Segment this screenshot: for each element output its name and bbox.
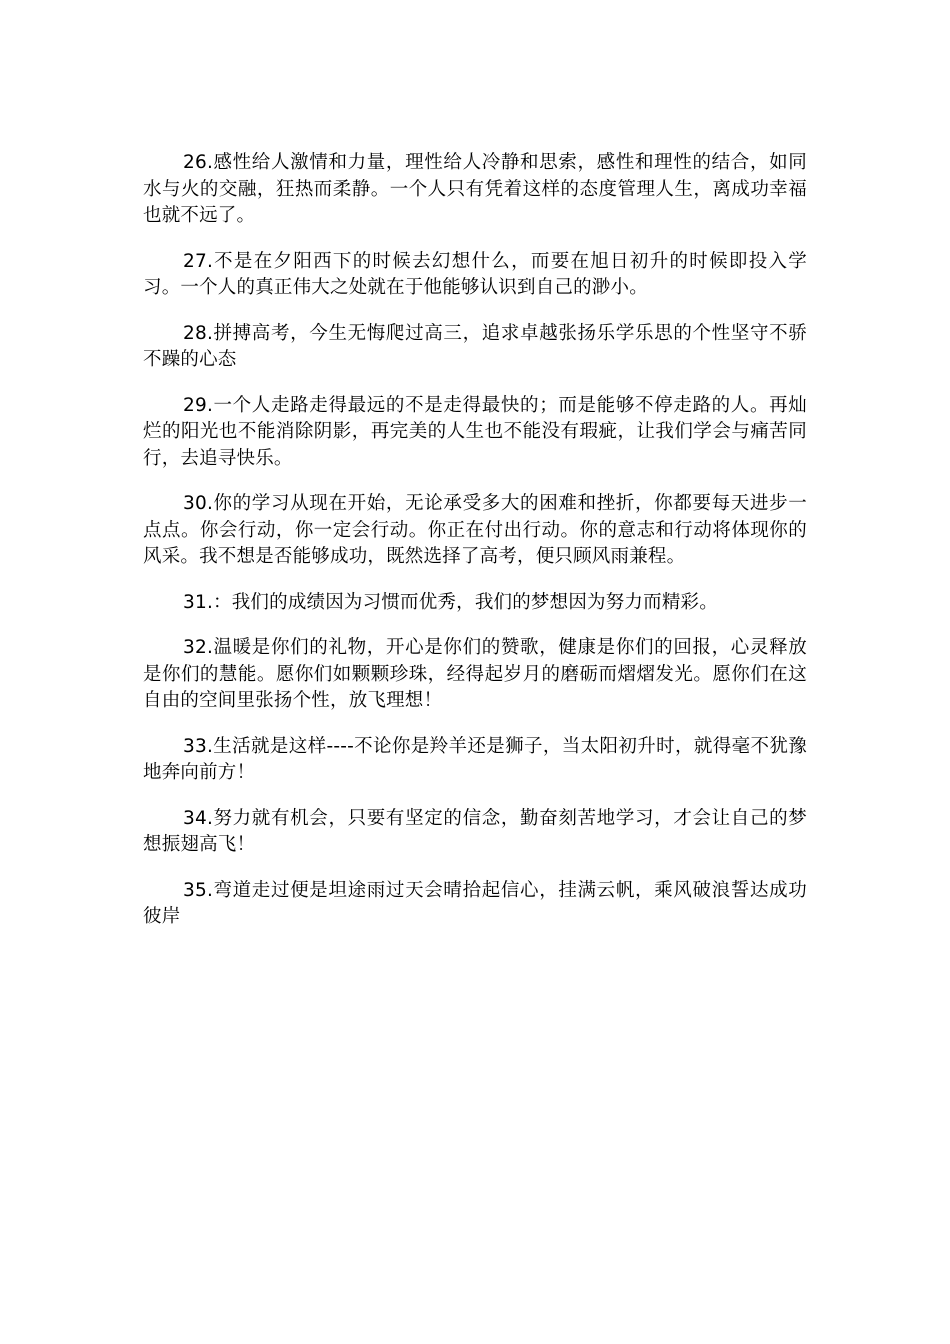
paragraph-26: 26.感性给人激情和力量，理性给人冷静和思索，感性和理性的结合，如同水与火的交融，狂热而柔静。一个人只有凭着这样的态度管理人生，离成功幸福也就不远了。 xyxy=(143,152,807,226)
paragraph-34: 34.努力就有机会，只要有坚定的信念，勤奋刻苦地学习，才会让自己的梦想振翅高飞！ xyxy=(143,807,807,855)
document-body xyxy=(143,150,807,950)
paragraph-33: 33.生活就是这样----不论你是羚羊还是狮子，当太阳初升时，就得毫不犹豫地奔向前方！ xyxy=(143,735,807,783)
paragraph-35: 35.弯道走过便是坦途雨过天会晴拾起信心，挂满云帆，乘风破浪誓达成功彼岸 xyxy=(143,879,807,927)
paragraph-32: 32.温暖是你们的礼物，开心是你们的赞歌，健康是你们的回报，心灵释放是你们的慧能。愿你们如颗颗珍珠，经得起岁月的磨砺而熠熠发光。愿你们在这自由的空间里张扬个性，放飞理想！ xyxy=(143,637,807,711)
paragraph-27: 27.不是在夕阳西下的时候去幻想什么，而要在旭日初升的时候即投入学习。一个人的真正伟大之处就在于他能够认识到自己的渺小。 xyxy=(143,250,807,298)
paragraph-30: 30.你的学习从现在开始，无论承受多大的困难和挫折，你都要每天进步一点点。你会行动，你一定会行动。你正在付出行动。你的意志和行动将体现你的风采。我不想是否能够成功，既然选择了高考，便只顾风雨兼程。 xyxy=(143,493,807,567)
paragraph-31: 31.：我们的成绩因为习惯而优秀，我们的梦想因为努力而精彩。 xyxy=(183,591,718,613)
paragraph-28: 28.拼搏高考，今生无悔爬过高三，追求卓越张扬乐学乐思的个性坚守不骄不躁的心态 xyxy=(143,322,807,370)
paragraph-29: 29.一个人走路走得最远的不是走得最快的；而是能够不停走路的人。再灿烂的阳光也不能消除阴影，再完美的人生也不能没有瑕疵，让我们学会与痛苦同行，去追寻快乐。 xyxy=(143,394,807,469)
